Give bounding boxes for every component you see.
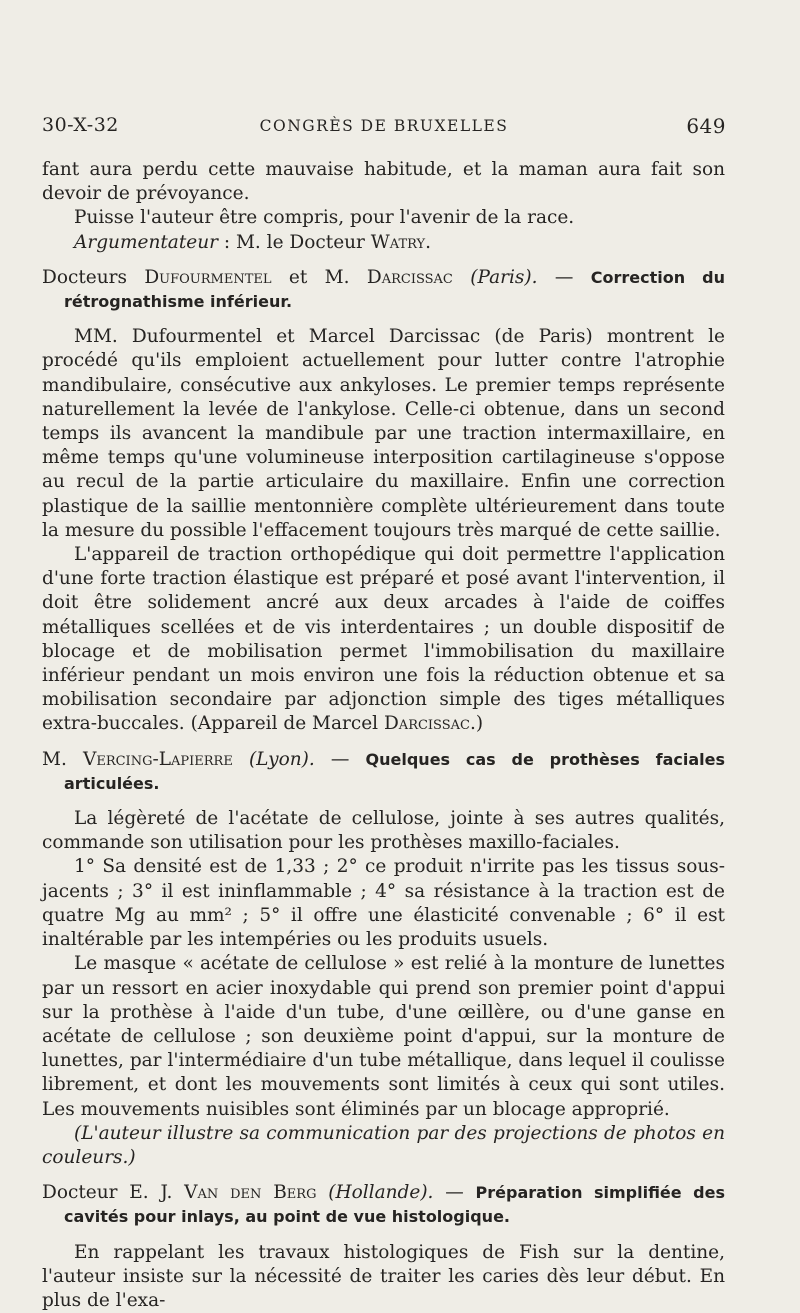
paragraph: En rappelant les travaux histologiques de Fish sur la dentine, l'auteur insiste sur la nécessité de traiter les caries dès leur début. En plus de l'exa- (42, 1241, 725, 1311)
author-name: Darcissac (366, 266, 453, 288)
discussant-end: . (425, 231, 432, 253)
author-place: (Hollande). (316, 1182, 434, 1204)
discussant-label: Argumentateur (74, 231, 218, 253)
heading-dash: — (537, 266, 591, 288)
running-header (42, 114, 726, 140)
discussant-text: : M. le Docteur (217, 231, 371, 253)
paragraph-text: L'appareil de traction orthopédique qui doit permettre l'application d'une forte traction élastique est préparé et posé avant l'intervention, il doit être solidement ancré aux deux arcades à l'aide de coiffes métalliques scellées et de vis interdentaires ; un double dispositif de blocage et de mobilisation permet l'immobilisation du maxillaire inférieur pendant un mois environ une fois la réduction obtenue et sa mobilisation secondaire par adjonction simple des tiges métalliques extra-buccales. (Appareil de Marcel (42, 544, 725, 735)
heading-mid: et M. (271, 266, 367, 288)
header-date: 30-X-32 (42, 114, 119, 136)
section-heading-van-den-berg (42, 1181, 725, 1229)
discussant-name: Watry (370, 231, 426, 253)
paragraph-continuation: fant aura perdu cette mauvaise habitude, et la maman aura fait son devoir de prévoyance. (42, 159, 725, 205)
heading-dash: — (433, 1182, 476, 1204)
author-name: Vercing-Lapierre (82, 748, 233, 770)
communication-title: Préparation simplifiée des cavités pour inlays, au point de vue histologique. (64, 1183, 725, 1227)
paragraph-end: .) (469, 713, 484, 735)
communication-title: Quelques cas de prothèses faciales articulées. (64, 749, 725, 793)
heading-lead: Docteurs (42, 266, 145, 288)
heading-lead: M. (42, 748, 83, 770)
paragraph-discussant (42, 231, 725, 255)
paragraph: La légèreté de l'acétate de cellulose, jointe à ses autres qualités, commande son utilisation pour les prothèses maxillo-faciales. (42, 808, 725, 854)
header-title: CONGRÈS DE BRUXELLES (259, 117, 509, 135)
page-body (42, 158, 725, 1313)
paragraph-wish: Puisse l'auteur être compris, pour l'avenir de la race. (74, 207, 575, 229)
author-place: (Lyon). (232, 748, 315, 770)
communication-title: Correction du rétrognathisme inférieur. (64, 267, 725, 312)
section-heading-vercing-lapierre (42, 748, 725, 796)
section-heading-dufourmentel (42, 266, 725, 314)
page-number: 649 (686, 114, 726, 138)
author-place: (Paris). (452, 266, 538, 288)
paragraph: MM. Dufourmentel et Marcel Darcissac (de Paris) montrent le procédé qu'ils emploient actuellement pour lutter contre l'atrophie mandibulaire, consécutive aux ankyloses. Le premier temps représente naturellement la levée de l'ankylose. Celle-ci obtenue, dans un second temps ils avancent la mandibule par une traction intermaxillaire, en même temps qu'une volumineuse interposition cartilagineuse s'oppose au recul de la partie articulaire du maxillaire. Enfin une correction plastique de la saillie mentonnière complète ultérieurement dans toute la mesure du possible l'effacement toujours très marqué de cette saillie. (42, 326, 725, 541)
paragraph-note: (L'auteur illustre sa communication par des projections de photos en couleurs.) (42, 1122, 725, 1168)
author-name: Darcissac (383, 713, 470, 735)
heading-dash: — (314, 748, 366, 770)
heading-lead: Docteur E. J. (42, 1182, 185, 1204)
paragraph: Le masque « acétate de cellulose » est relié à la monture de lunettes par un ressort en acier inoxydable qui prend son premier point d'appui sur la prothèse à l'aide d'un tube, d'une œillère, ou d'une ganse en acétate de cellulose ; son deuxième point d'appui, sur la monture de lunettes, par l'intermédiaire d'un tube métallique, dans lequel il coulisse librement, et dont les mouvements sont limités à ceux qui sont utiles. Les mouvements nuisibles sont éliminés par un blocage approprié. (42, 953, 725, 1120)
paragraph (42, 543, 725, 737)
paragraph: 1° Sa densité est de 1,33 ; 2° ce produit n'irrite pas les tissus sous-jacents ; 3° il est ininflammable ; 4° sa résistance à la traction est de quatre Mg au mm² ; 5° il offre une élasticité convenable ; 6° il est inaltérable par les intempéries ou les produits usuels. (42, 856, 725, 951)
author-name: Van den Berg (184, 1182, 317, 1204)
author-name: Dufourmentel (144, 266, 272, 288)
